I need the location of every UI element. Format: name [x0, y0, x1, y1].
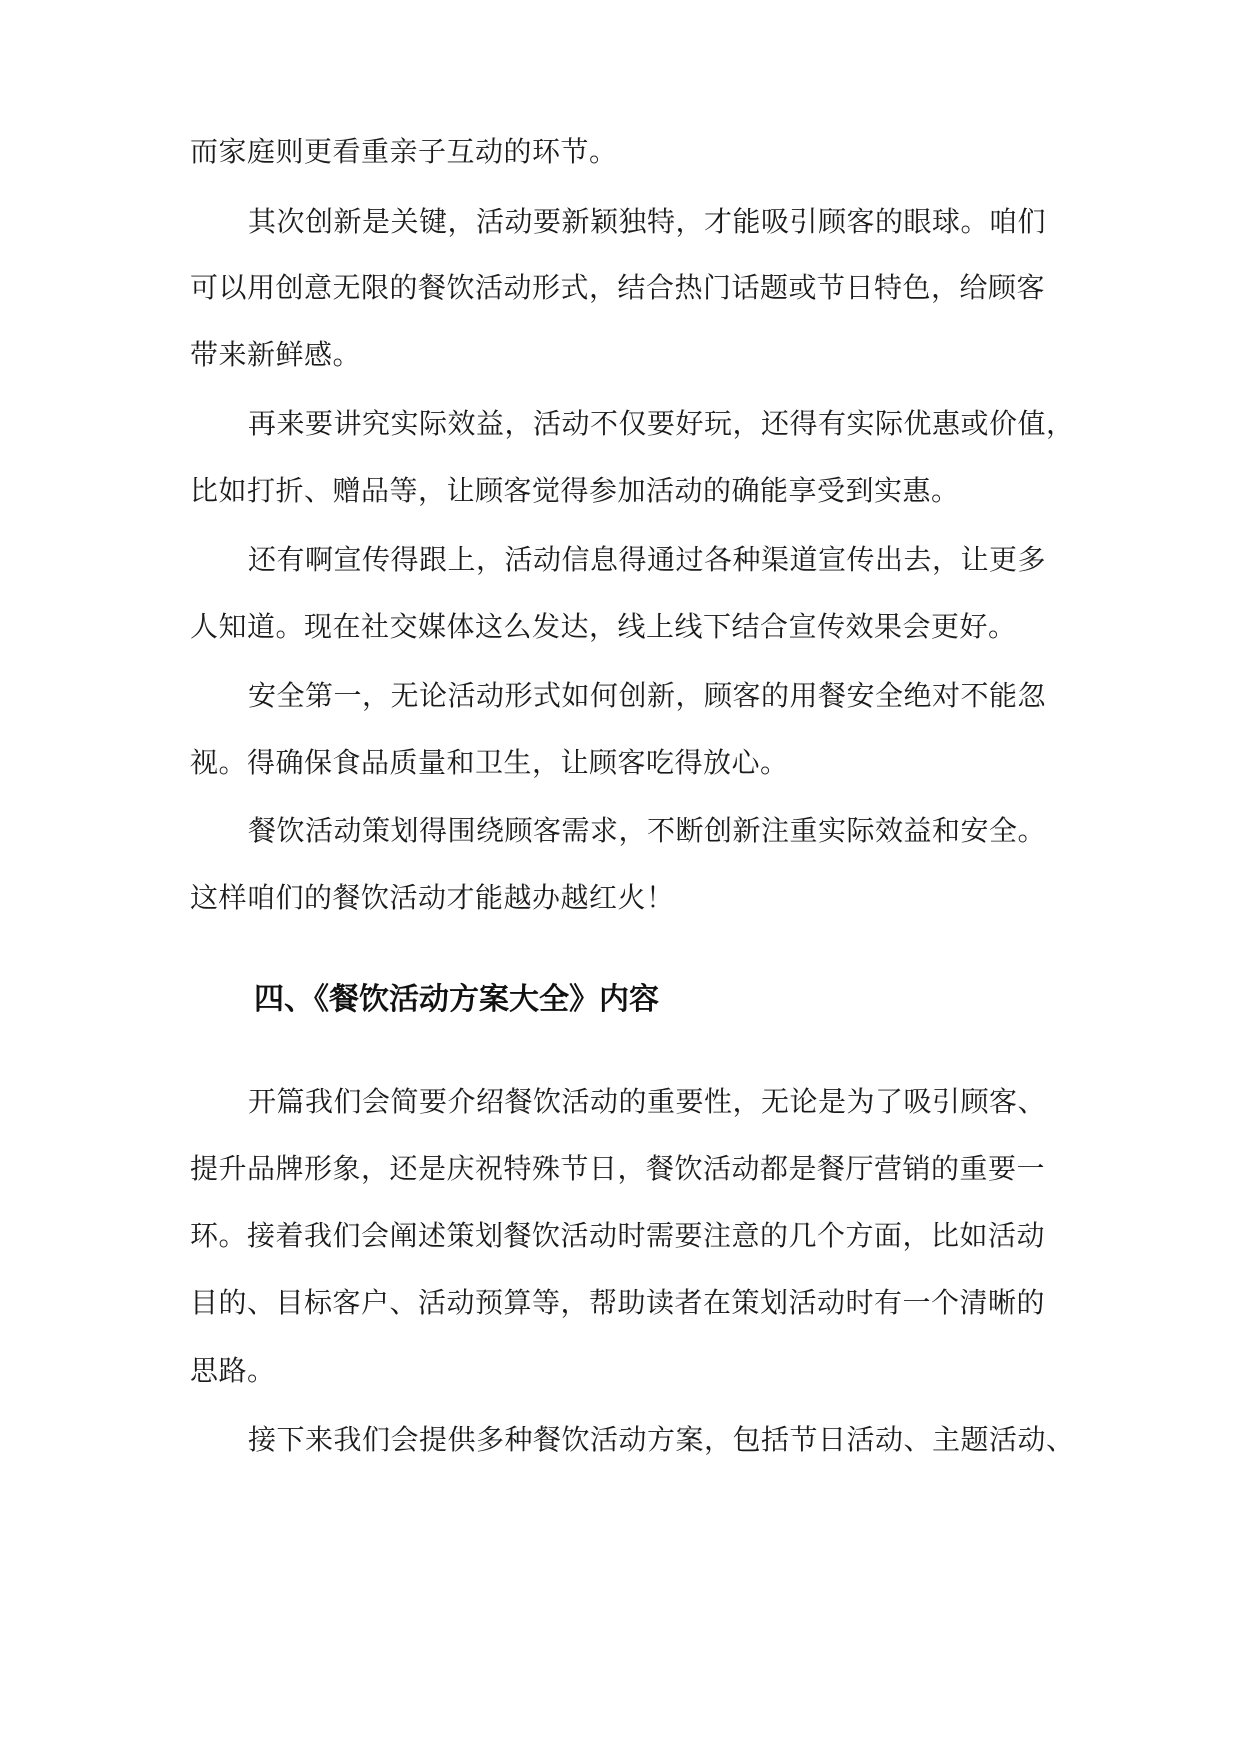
paragraph-line: 目的、目标客户、活动预算等，帮助读者在策划活动时有一个清晰的: [190, 1286, 1046, 1319]
paragraph-line: 其次创新是关键，活动要新颖独特，才能吸引顾客的眼球。咱们: [248, 205, 1047, 238]
paragraph-line: 接下来我们会提供多种餐饮活动方案，包括节日活动、主题活动、: [248, 1423, 1075, 1456]
paragraph-line: 开篇我们会简要介绍餐饮活动的重要性，无论是为了吸引顾客、: [248, 1085, 1047, 1118]
section-heading: 四、《餐饮活动方案大全》内容: [254, 982, 659, 1017]
paragraph-line: 比如打折、赠品等，让顾客觉得参加活动的确能享受到实惠。: [190, 474, 960, 507]
paragraph-line: 安全第一，无论活动形式如何创新，顾客的用餐安全绝对不能忽: [248, 679, 1047, 712]
paragraph-line: 带来新鲜感。: [190, 338, 362, 371]
paragraph-line: 视。得确保食品质量和卫生，让顾客吃得放心。: [190, 746, 789, 779]
paragraph-line: 可以用创意无限的餐饮活动形式，结合热门话题或节日特色，给顾客: [190, 271, 1046, 304]
paragraph-line: 环。接着我们会阐述策划餐饮活动时需要注意的几个方面，比如活动: [190, 1219, 1046, 1252]
paragraph-line: 这样咱们的餐饮活动才能越办越红火！: [190, 881, 675, 914]
paragraph-line: 餐饮活动策划得围绕顾客需求，不断创新注重实际效益和安全。: [248, 814, 1047, 847]
paragraph-line: 思路。: [190, 1354, 276, 1387]
paragraph-line: 再来要讲究实际效益，活动不仅要好玩，还得有实际优惠或价值，: [248, 407, 1075, 440]
paragraph-line: 人知道。现在社交媒体这么发达，线上线下结合宣传效果会更好。: [190, 610, 1017, 643]
paragraph-line: 还有啊宣传得跟上，活动信息得通过各种渠道宣传出去，让更多: [248, 543, 1047, 576]
paragraph-line: 提升品牌形象，还是庆祝特殊节日，餐饮活动都是餐厅营销的重要一: [190, 1152, 1046, 1185]
paragraph-line: 而家庭则更看重亲子互动的环节。: [190, 135, 618, 168]
